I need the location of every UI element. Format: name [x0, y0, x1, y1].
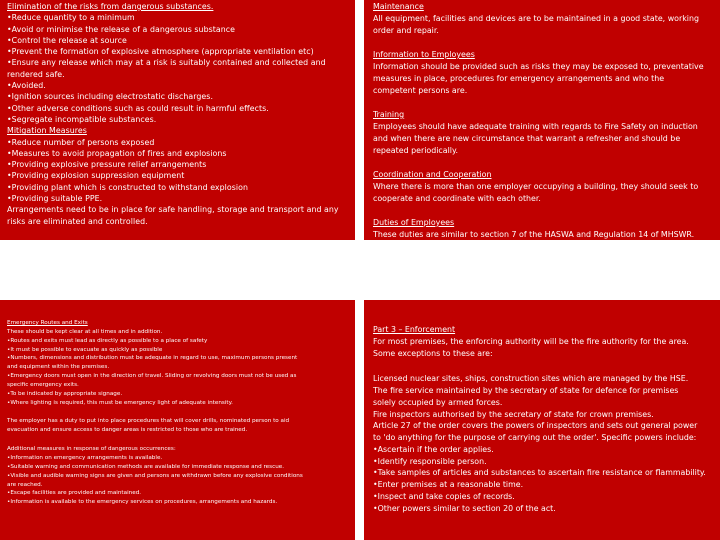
information-line: measures in place, procedures for emergency arrangements and who the [373, 73, 665, 83]
routes-heading: Emergency Routes and Exits [7, 320, 88, 326]
elimination-line: •Control the release at source [7, 35, 127, 45]
enforcement-line: Licensed nuclear sites, ships, construction sites which are managed by the HSE. [373, 374, 689, 384]
enforcement-line: Fire inspectors authorised by the secretary of state for crown premises. [373, 409, 654, 419]
mitigation-line: •Providing plant which is constructed to withstand explosion [7, 182, 248, 192]
elimination-line: •Ensure any release which may at a risk is suitably contained and collected and [7, 58, 326, 68]
enforcement-line: to 'do anything for the purpose of carrying out the order'. Specific powers include: [373, 433, 697, 442]
spacer [373, 157, 714, 169]
employer-duties-panel [364, 0, 720, 240]
mitigation-line: Arrangements need to be in place for safe handling, storage and transport and any [7, 205, 339, 215]
mitigation-line: •Providing suitable PPE. [7, 194, 103, 204]
spacer [373, 205, 714, 217]
employer-duty-line: The employer has a duty to put into place procedures that will cover drills, nominated person to aid [7, 418, 290, 425]
maintenance-line: All equipment, facilities and devices are to be maintained in a good state, working [373, 13, 699, 23]
mitigation-line: •Reduce number of persons exposed [7, 137, 155, 147]
mitigation-line: •Measures to avoid propagation of fires and explosions [7, 148, 227, 158]
enforcement-line: solely occupied by armed forces. [373, 397, 503, 407]
information-line: Information should be provided such as risks they may be exposed to, preventative [373, 61, 704, 71]
routes-line: •Routes and exits must lead as directly as possible to a place of safety [7, 337, 208, 344]
employer-duty-line: evacuation and ensure access to danger areas is restricted to those who are trained. [7, 427, 248, 434]
routes-line: •To be indicated by appropriate signage. [7, 390, 123, 397]
spacer [7, 407, 351, 417]
enforcement-line: •Other powers similar to section 20 of the act. [373, 503, 556, 513]
enforcement-heading: Part 3 – Enforcement [373, 325, 456, 334]
spacer [7, 435, 351, 445]
enforcement-panel [364, 300, 720, 540]
routes-line: •Where lighting is required, this must be emergency light of adequate intensity. [7, 399, 233, 406]
enforcement-line: •Enter premises at a reasonable time. [373, 480, 524, 489]
elimination-line: •Avoided. [7, 81, 46, 91]
enforcement-line: The fire service maintained by the secretary of state for defence for premises [373, 386, 679, 395]
additional-measures-line: •Information on emergency arrangements is available. [7, 454, 163, 461]
routes-line: •Numbers, dimensions and distribution must be adequate in regard to use, maximum persons present [7, 355, 298, 362]
routes-line: and equipment within the premises. [7, 364, 110, 371]
mitigation-line: risks are eliminated and controlled. [7, 216, 148, 226]
enforcement-line: Article 27 of the order covers the powers of inspectors and sets out general power [373, 421, 698, 431]
enforcement-line: •Inspect and take copies of records. [373, 491, 515, 501]
duties-heading: Duties of Employees [373, 217, 455, 227]
spacer [373, 37, 714, 49]
training-line: Employees should have adequate training with regards to Fire Safety on induction [373, 121, 698, 131]
spacer [373, 97, 714, 109]
elimination-line: •Prevent the formation of explosive atmosphere (appropriate ventilation etc) [7, 47, 314, 57]
information-line: competent persons are. [373, 85, 468, 95]
coordination-heading: Coordination and Cooperation [373, 169, 492, 179]
elimination-line: •Avoid or minimise the release of a dangerous substance [7, 24, 235, 34]
enforcement-line: •Ascertain if the order applies. [373, 444, 494, 454]
enforcement-intro-line: Some exceptions to these are: [373, 348, 493, 358]
additional-measures-line: are reached. [7, 481, 43, 488]
additional-measures-line: Additional measures in response of dangerous occurrences: [7, 446, 176, 453]
additional-measures-line: •Information is available to the emergency services on procedures, arrangements and hazards. [7, 499, 278, 506]
emergency-routes-panel [0, 300, 355, 540]
coordination-line: cooperate and coordinate with each other. [373, 193, 541, 203]
elimination-heading: Elimination of the risks from dangerous substances. [7, 2, 214, 11]
enforcement-line: •Identify responsible person. [373, 456, 487, 466]
coordination-line: Where there is more than one employer occupying a building, they should seek to [373, 181, 699, 191]
maintenance-heading: Maintenance [373, 2, 424, 11]
additional-measures-line: •Visible and audible warning signs are given and persons are withdrawn before any explosive conditions [7, 472, 303, 479]
elimination-line: •Other adverse conditions such as could result in harmful effects. [7, 103, 269, 113]
dangerous-substances-panel [0, 0, 355, 240]
routes-line: specific emergency exits. [7, 381, 79, 388]
spacer [373, 359, 714, 373]
duties-line: These duties are similar to section 7 of the HASWA and Regulation 14 of MHSWR. [373, 229, 695, 239]
mitigation-line: •Providing explosion suppression equipment [7, 171, 185, 181]
additional-measures-line: •Suitable warning and communication methods are available for immediate response and rescue. [7, 463, 285, 470]
additional-measures-line: •Escape facilities are provided and maintained. [7, 490, 142, 497]
training-heading: Training [373, 109, 405, 119]
mitigation-heading: Mitigation Measures [7, 126, 87, 136]
routes-line: •Emergency doors must open in the direction of travel. Sliding or revolving doors must not be used as [7, 373, 297, 380]
maintenance-line: order and repair. [373, 25, 439, 35]
enforcement-intro-line: For most premises, the enforcing authority will be the fire authority for the area. [373, 336, 689, 346]
enforcement-line: •Take samples of articles and substances to ascertain fire resistance or flammability. [373, 468, 706, 478]
elimination-line: •Ignition sources including electrostatic discharges. [7, 92, 213, 102]
mitigation-line: •Providing explosive pressure relief arrangements [7, 160, 207, 170]
routes-line: •It must be possible to evacuate as quickly as possible [7, 346, 163, 353]
elimination-line: •Segregate incompatible substances. [7, 114, 157, 124]
information-heading: Information to Employees [373, 50, 475, 60]
training-line: repeated periodically. [373, 145, 459, 155]
elimination-line: •Reduce quantity to a minimum [7, 13, 135, 23]
training-line: and when there are new circumstance that warrant a refresher and should be [373, 133, 681, 143]
elimination-line: rendered safe. [7, 69, 65, 79]
routes-line: These should be kept clear at all times and in addition. [7, 328, 163, 335]
